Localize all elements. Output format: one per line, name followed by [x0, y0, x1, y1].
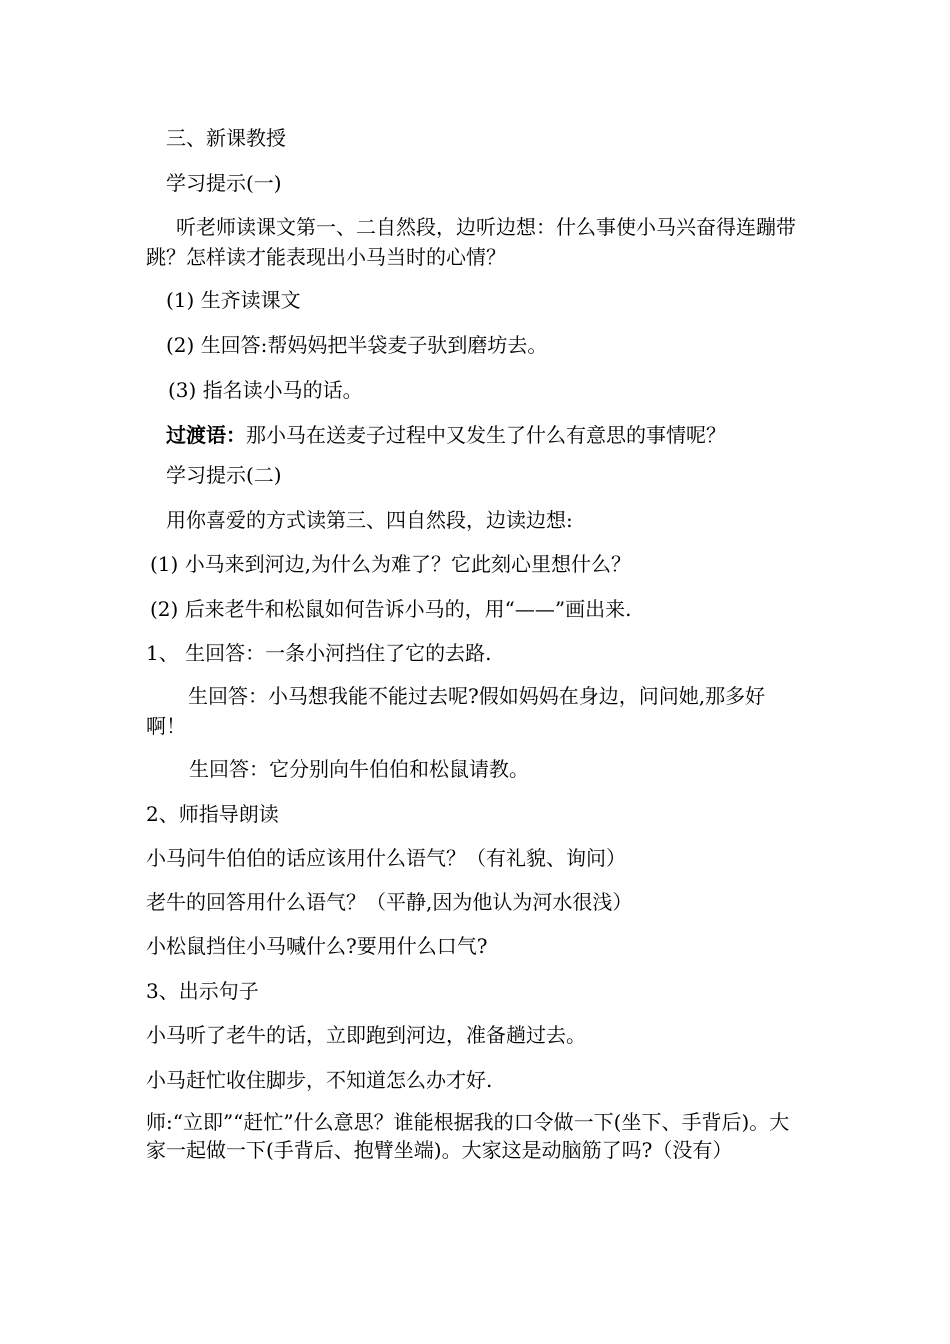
section-2-heading: 2、师指导朗读 [146, 802, 279, 826]
section-heading: 三、新课教授 [166, 126, 286, 150]
paragraph-listen: 听老师读课文第一、二自然段，边听边想：什么事使小马兴奋得连蹦带跳？怎样读才能表现出小马当时的心情？ [146, 215, 796, 269]
transition-line [166, 423, 726, 447]
study-prompt-1: 学习提示(一) [166, 171, 282, 195]
paragraph-read: 用你喜爱的方式读第三、四自然段，边读边想: [166, 508, 573, 532]
step-2: (2) 生回答:帮妈妈把半袋麦子驮到磨坊去。 [166, 333, 548, 357]
reading-guide-3: 小松鼠挡住小马喊什么?要用什么口气? [146, 934, 488, 958]
question-1: (1) 小马来到河边,为什么为难了？它此刻心里想什么？ [150, 552, 632, 576]
section-3-heading: 3、出示句子 [146, 979, 259, 1003]
answer-2: 生回答：小马想我能不能过去呢?假如妈妈在身边，问问她,那多好啊！ [146, 684, 766, 738]
transition-label: 过渡语： [166, 423, 246, 447]
teacher-question: 师:“立即”“赶忙”什么意思？谁能根据我的口令做一下(坐下、手背后)。大家一起做一下(手背后、抱臂坐端)。大家这是动脑筋了吗?（没有） [146, 1110, 790, 1162]
sentence-1: 小马听了老牛的话，立即跑到河边，准备趟过去。 [146, 1023, 586, 1047]
answer-3: 生回答：它分别向牛伯伯和松鼠请教。 [189, 757, 529, 781]
step-1: (1) 生齐读课文 [166, 288, 301, 312]
question-2: (2) 后来老牛和松鼠如何告诉小马的，用“——”画出来. [150, 597, 632, 621]
transition-text: 那小马在送麦子过程中又发生了什么有意思的事情呢？ [246, 423, 726, 447]
step-3: (3) 指名读小马的话。 [168, 378, 363, 402]
sentence-2: 小马赶忙收住脚步，不知道怎么办才好. [146, 1068, 493, 1092]
reading-guide-1: 小马问牛伯伯的话应该用什么语气？（有礼貌、询问） [146, 846, 626, 870]
answer-1: 1、 生回答：一条小河挡住了它的去路. [146, 641, 492, 665]
reading-guide-2: 老牛的回答用什么语气？（平静,因为他认为河水很浅） [146, 890, 633, 914]
study-prompt-2: 学习提示(二) [166, 463, 282, 487]
